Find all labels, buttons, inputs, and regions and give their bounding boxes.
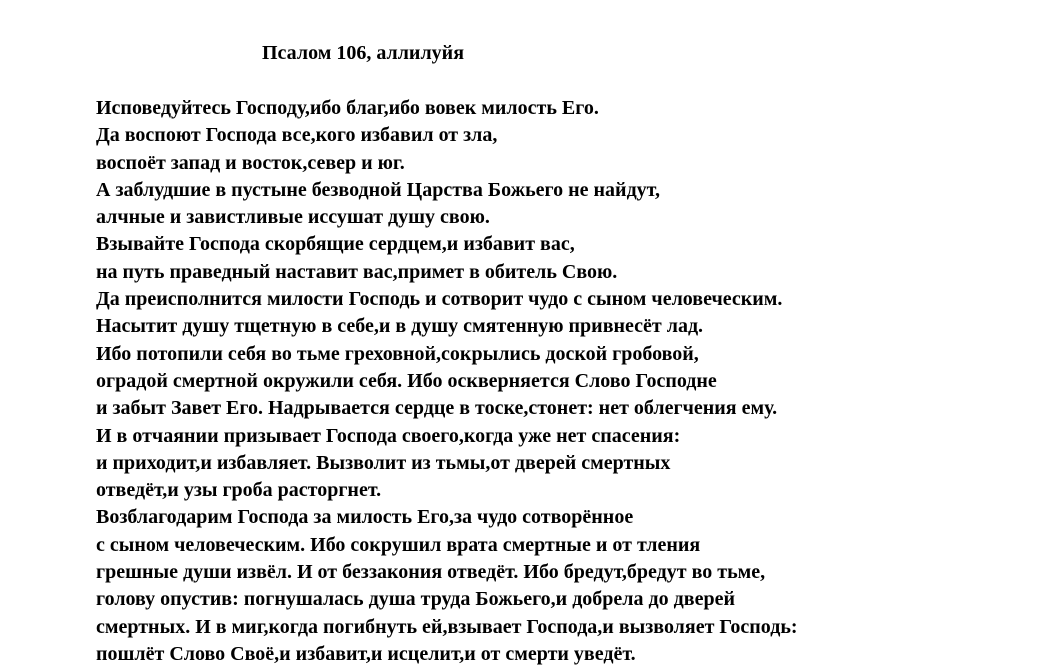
text-line: пошлёт Слово Своё,и избавит,и исцелит,и от смерти уведёт. [96,642,636,665]
text-line: Возблагодарим Господа за милость Его,за чудо сотворённое [96,506,634,529]
text-line: на путь праведный наставит вас,примет в обитель Свою. [96,260,618,283]
text-line: Да преисполнится милости Господь и сотворит чудо с сыном человеческим. [96,288,783,311]
text-line: и забыт Завет Его. Надрывается сердце в тоске,стонет: нет облегчения ему. [96,397,778,420]
text-line: И в отчаянии призывает Господа своего,когда уже нет спасения: [96,424,681,447]
text-line: с сыном человеческим. Ибо сокрушил врата смертные и от тления [96,533,701,556]
text-line: Да воспоют Господа все,кого избавил от зла, [96,124,498,147]
text-line: Взывайте Господа скорбящие сердцем,и избавит вас, [96,233,575,256]
text-line: голову опустив: погнушалась душа труда Божьего,и добрела до дверей [96,588,735,611]
text-line: Исповедуйтесь Господу,ибо благ,ибо вовек милость Его. [96,97,599,119]
text-line: воспоёт запад и восток,север и юг. [96,151,405,174]
text-line: грешные души извёл. И от беззакония отведёт. Ибо бредут,бредут во тьме, [96,561,766,584]
text-line: отведёт,и узы гроба расторгнет. [96,479,382,502]
text-line: А заблудшие в пустыне безводной Царства Божьего не найдут, [96,178,661,201]
text-line: и приходит,и избавляет. Вызволит из тьмы,от дверей смертных [96,451,671,474]
text-line: Насытит душу тщетную в себе,и в душу смятенную привнесёт лад. [96,315,704,338]
text-line: Ибо потопили себя во тьме греховной,сокрылись доской гробовой, [96,342,699,365]
psalm-text [96,95,798,668]
document-title: Псалом 106, аллилуйя [262,42,465,64]
text-line: смертных. И в миг,когда погибнуть ей,взывает Господа,и вызволяет Господь: [96,615,798,638]
text-line: оградой смертной окружили себя. Ибо оскверняется Слово Господне [96,369,717,392]
text-line: алчные и завистливые иссушат душу свою. [96,206,490,229]
